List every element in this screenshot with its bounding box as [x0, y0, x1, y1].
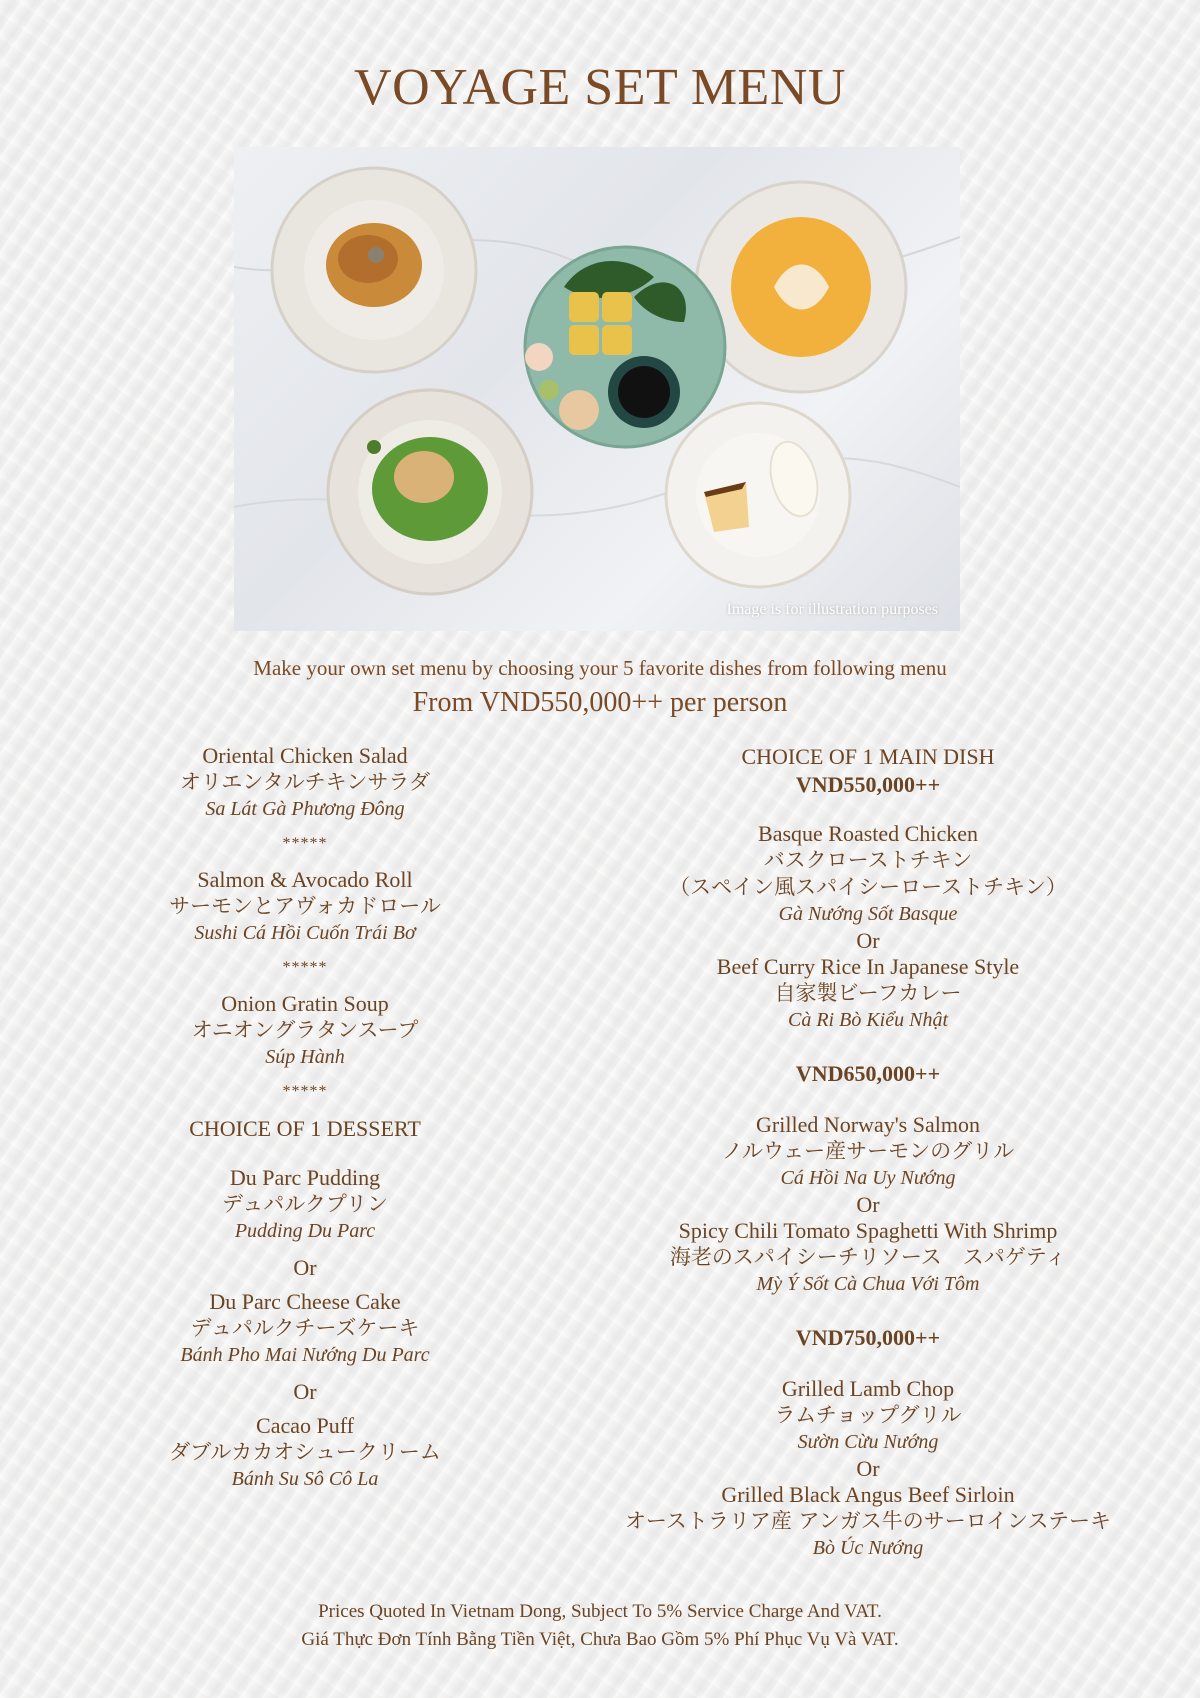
dish-name-jp: ラムチョップグリル [774, 1403, 962, 1427]
dessert-heading: CHOICE OF 1 DESSERT [189, 1116, 421, 1141]
separator: ***** [282, 835, 328, 852]
menu-item [120, 991, 490, 1071]
dessert-item [120, 1413, 490, 1493]
dish-name-en: Basque Roasted Chicken [758, 821, 978, 846]
main-item [588, 1112, 1148, 1192]
footnote-en: Prices Quoted In Vietnam Dong, Subject To 5% Service Charge And VAT. [318, 1601, 882, 1622]
dish-name-jp: デュパルクチーズケーキ [190, 1316, 420, 1340]
dish-name-en: Du Parc Pudding [229, 1165, 381, 1190]
dish-name-vn: Sườn Cừu Nướng [797, 1431, 939, 1453]
or-label: Or [293, 1255, 317, 1280]
dish-name-en: Onion Gratin Soup [221, 991, 389, 1016]
dish-name-vn: Mỳ Ý Sốt Cà Chua Với Tôm [756, 1273, 980, 1295]
or-label: Or [856, 1192, 880, 1217]
main-item [588, 1218, 1148, 1298]
dishes-illustration [234, 147, 960, 631]
dish-name-jp: 海老のスパイシーチリソース スパゲティ [669, 1245, 1067, 1269]
or-label: Or [293, 1379, 317, 1404]
dish-name-jp: オニオングラタンスープ [191, 1018, 419, 1042]
dish-name-en: Grilled Black Angus Beef Sirloin [721, 1482, 1015, 1507]
price-tier: VND650,000++ [795, 1061, 941, 1086]
or-label: Or [856, 1456, 880, 1481]
footnote-vn: Giá Thực Đơn Tính Bằng Tiền Việt, Chưa Bao Gồm 5% Phí Phục Vụ Và VAT. [301, 1629, 899, 1650]
page-title: VOYAGE SET MENU [354, 59, 846, 116]
separator: ***** [282, 1083, 328, 1100]
dish-name-en: Du Parc Cheese Cake [209, 1289, 401, 1314]
dish-name-en: Beef Curry Rice In Japanese Style [716, 954, 1020, 979]
main-item [588, 1376, 1148, 1456]
dessert-item [120, 1165, 490, 1245]
menu-photo [234, 147, 960, 631]
dish-name-en: Grilled Lamb Chop [781, 1376, 955, 1401]
dish-name-vn: Sa Lát Gà Phương Đông [205, 798, 405, 820]
main-item [588, 821, 1148, 928]
price-tier: VND750,000++ [795, 1325, 941, 1350]
dish-name-jp: デュパルクプリン [221, 1192, 389, 1216]
dish-name-vn: Cà Ri Bò Kiểu Nhật [788, 1009, 948, 1031]
dish-name-jp: ノルウェー産サーモンのグリル [721, 1139, 1015, 1163]
dish-name-en: Spicy Chili Tomato Spaghetti With Shrimp [678, 1218, 1058, 1243]
dish-name-jp: 自家製ビーフカレー [774, 981, 962, 1005]
dessert-item [120, 1289, 490, 1369]
main-item [588, 1482, 1148, 1562]
menu-item [120, 867, 490, 947]
dish-name-vn: Sushi Cá Hồi Cuốn Trái Bơ [194, 922, 416, 944]
main-item [588, 954, 1148, 1034]
dish-name-vn: Gà Nướng Sốt Basque [778, 903, 958, 925]
separator: ***** [282, 959, 328, 976]
dish-name-en: Salmon & Avocado Roll [197, 867, 413, 892]
dish-name-en: Grilled Norway's Salmon [756, 1112, 980, 1137]
dish-name-vn: Bánh Pho Mai Nướng Du Parc [180, 1344, 430, 1366]
dish-name-jp: バスクローストチキン [763, 848, 973, 872]
dish-name-jp-subtitle: （スペイン風スパイシーローストチキン） [669, 875, 1067, 899]
price-tier: VND550,000++ [795, 772, 941, 797]
starters-column [120, 743, 490, 1493]
dish-name-vn: Bánh Su Sô Cô La [231, 1468, 379, 1490]
intro-line: Make your own set menu by choosing your 5 favorite dishes from following menu [253, 656, 947, 680]
main-dish-heading: CHOICE OF 1 MAIN DISH [741, 744, 995, 769]
price-footnote [0, 1598, 1200, 1654]
dish-name-jp: オーストラリア産 アンガス牛のサーロインステーキ [624, 1509, 1112, 1533]
dish-name-vn: Pudding Du Parc [234, 1220, 376, 1242]
mains-column [588, 743, 1148, 1562]
dish-name-vn: Bò Úc Nướng [812, 1537, 924, 1559]
dish-name-en: Cacao Puff [256, 1413, 354, 1438]
intro [0, 656, 1200, 719]
dish-name-jp: ダブルカカオシュークリーム [169, 1440, 441, 1464]
dish-name-en: Oriental Chicken Salad [202, 743, 408, 768]
dish-name-vn: Súp Hành [265, 1046, 345, 1068]
intro-price: From VND550,000++ per person [412, 687, 788, 718]
dish-name-jp: オリエンタルチキンサラダ [179, 770, 431, 794]
or-label: Or [856, 928, 880, 953]
image-caption: Image is for illustration purposes [726, 601, 938, 618]
menu-item [120, 743, 490, 823]
dish-name-vn: Cá Hồi Na Uy Nướng [780, 1167, 956, 1189]
dish-name-jp: サーモンとアヴォカドロール [169, 894, 441, 918]
